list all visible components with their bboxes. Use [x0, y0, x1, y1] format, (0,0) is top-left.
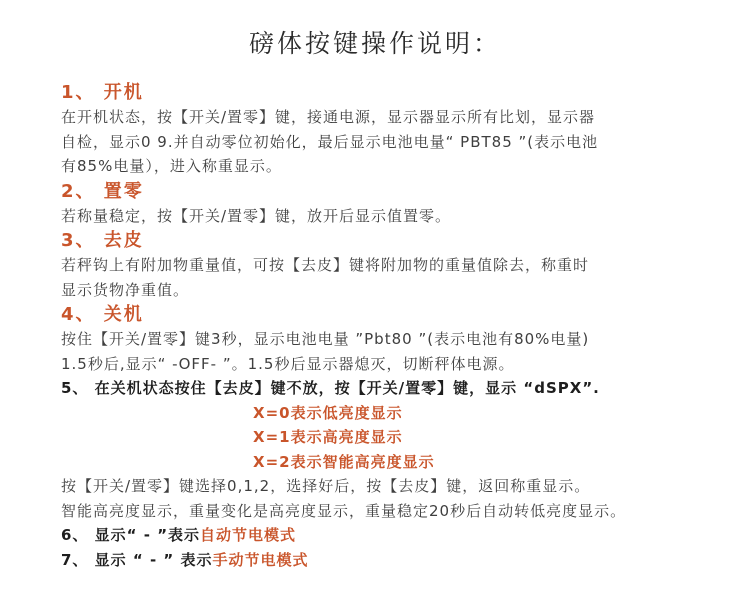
section-heading-power-on: 1、 开机 [61, 82, 144, 103]
brightness-after-1: 按【开关/置零】键选择0,1,2，选择好后，按【去皮】键，返回称重显示。 [61, 477, 591, 495]
mode-6-name: 自动节电模式 [200, 526, 297, 544]
tare-line-1: 若秤钩上有附加物重量值，可按【去皮】键将附加物的重量值除去，称重时 [61, 256, 590, 274]
mode-6-prefix: 6、 显示“ - ”表示 [61, 526, 201, 544]
brightness-option-2: X=2表示智能高亮度显示 [253, 452, 435, 471]
brightness-after-2: 智能高亮度显示，重量变化是高亮度显示，重量稳定20秒后自动转低亮度显示。 [61, 501, 627, 520]
zero-line-1: 若称量稳定，按【开关/置零】键，放开后显示值置零。 [61, 206, 452, 225]
mode-6-line [61, 523, 741, 548]
power-off-line-2: 1.5秒后,显示“ -OFF- ”。1.5秒后显示器熄灭，切断秤体电源。 [61, 354, 515, 373]
power-on-line-2: 自检，显示0 9.并自动零位初始化，最后显示电池电量“ PBT85 ”(表示电池 [61, 132, 599, 151]
section-heading-power-off: 4、 关机 [61, 304, 144, 325]
mode-7-line [61, 548, 741, 573]
brightness-option-1: X=1表示高亮度显示 [253, 428, 403, 446]
mode-7-prefix: 7、 显示 “ - ” 表示 [61, 550, 213, 569]
mode-7-name: 手动节电模式 [212, 550, 309, 569]
section-heading-tare: 3、 去皮 [61, 230, 144, 251]
page-title: 磅体按键操作说明： [248, 29, 501, 58]
brightness-intro: 5、 在关机状态按住【去皮】键不放，按【开关/置零】键，显示 “dSPX”. [61, 379, 600, 397]
power-on-line-1: 在开机状态，按【开关/置零】键，接通电源，显示器显示所有比划，显示器 [61, 108, 596, 126]
power-on-line-3: 有85%电量），进入称重显示。 [61, 157, 282, 175]
section-heading-zero: 2、 置零 [61, 180, 144, 202]
power-off-line-1: 按住【开关/置零】键3秒，显示电池电量 ”Pbt80 ”(表示电池有80%电量) [61, 330, 590, 348]
tare-line-2: 显示货物净重值。 [61, 280, 190, 299]
instructions [61, 80, 741, 572]
brightness-option-0: X=0表示低亮度显示 [253, 403, 403, 422]
